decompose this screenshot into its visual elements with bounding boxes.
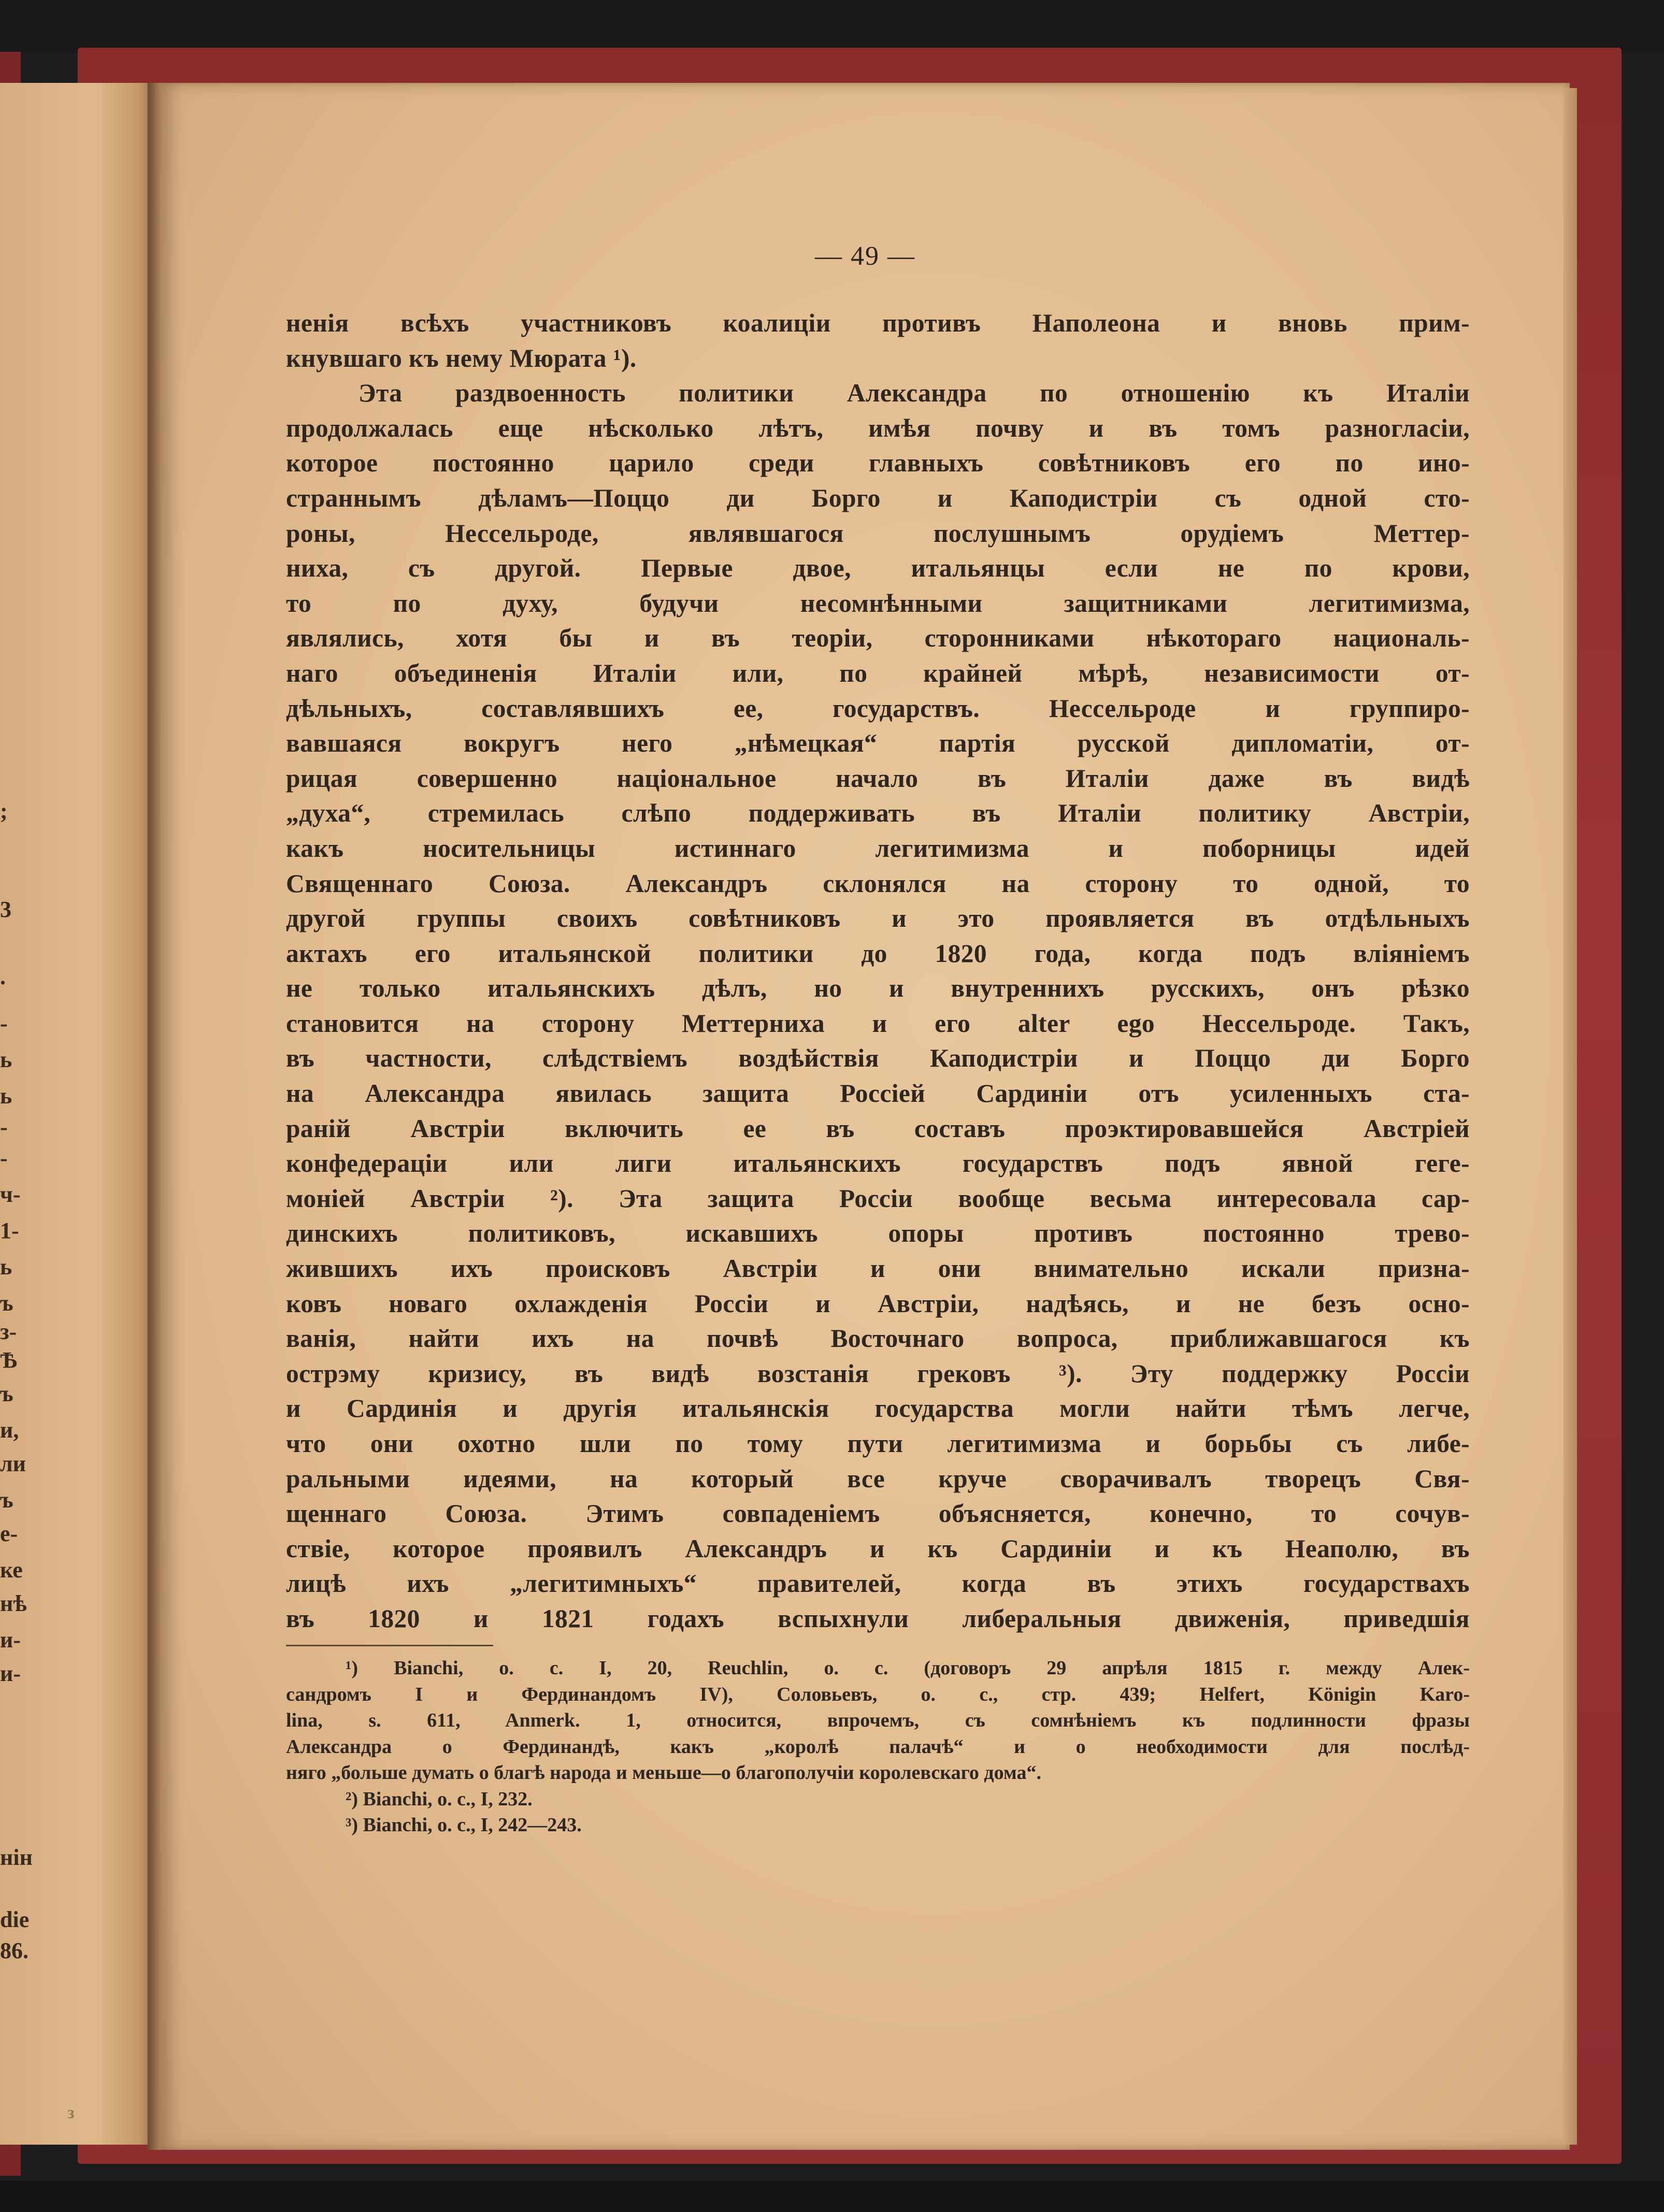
text-line: не только итальянскихъ дѣлъ, но и внутреннихъ русскихъ, онъ рѣзко <box>286 974 1470 1003</box>
text-line: вавшаяся вокругъ него „нѣмецкая“ партія русской дипломатіи, от- <box>286 729 1470 758</box>
footnote-separator <box>286 1645 493 1646</box>
text-line: Эта раздвоенность политики Александра по отношенію къ Италіи <box>358 379 1470 408</box>
left-page-fragment: и- <box>0 1661 21 1686</box>
text-line: и Сардинія и другія итальянскія государства могли найти тѣмъ легче, <box>286 1394 1470 1423</box>
text-line: ковъ новаго охлажденія Россіи и Австріи, надѣясь, и не безъ осно- <box>286 1289 1470 1318</box>
left-page-fragment: Ѣ <box>0 1347 18 1373</box>
left-page-fragment: ли <box>0 1451 26 1476</box>
left-page-fragment: ь <box>0 1047 12 1072</box>
text-line: конфедераціи или лиги итальянскихъ государствъ подъ явной геге- <box>286 1149 1470 1178</box>
text-line: актахъ его итальянской политики до 1820 года, когда подъ вліяніемъ <box>286 939 1470 968</box>
text-line: другой группы своихъ совѣтниковъ и это проявляется въ отдѣльныхъ <box>286 904 1470 933</box>
left-page-fragment: - <box>0 1114 8 1140</box>
left-page-fragment: и, <box>0 1417 19 1443</box>
left-page-fragment: ь <box>0 1083 12 1109</box>
text-line: лицѣ ихъ „легитимныхъ“ правителей, когда въ этихъ государствахъ <box>286 1569 1470 1598</box>
text-line: страннымъ дѣламъ—Поццо ди Борго и Каподистріи съ одной сто- <box>286 483 1470 512</box>
left-page-fragment: ч- <box>0 1182 21 1207</box>
left-page-fragment: нѣ <box>0 1591 27 1616</box>
book-page <box>161 83 1570 2150</box>
left-page-fragment: ; <box>0 798 8 824</box>
left-page-fragment: 86. <box>0 1938 28 1963</box>
page-number: — 49 — <box>815 241 915 271</box>
text-line: ниха, съ другой. Первые двое, итальянцы если не по крови, <box>286 554 1470 583</box>
text-line: въ 1820 и 1821 годахъ вспыхнули либеральныя движенія, приведшія <box>286 1604 1470 1633</box>
text-line: продолжалась еще нѣсколько лѣтъ, имѣя почву и въ томъ разногласіи, <box>286 413 1470 442</box>
text-line: становится на сторону Меттерниха и его alter ego Нессельроде. Такъ, <box>286 1009 1470 1038</box>
left-page-fragment: ке <box>0 1557 23 1583</box>
text-line: ствіе, которое проявилъ Александръ и къ Сардиніи и къ Неаполю, въ <box>286 1534 1470 1563</box>
footnote-line: ¹) Bianchi, o. c. I, 20, Reuchlin, o. c. (договоръ 29 апрѣля 1815 г. между Алек- <box>346 1657 1470 1679</box>
left-page-fragment: ь <box>0 1254 12 1280</box>
left-page-fragment: и- <box>0 1627 21 1653</box>
left-page-fragment: - <box>0 1145 8 1171</box>
text-line: въ частности, слѣдствіемъ воздѣйствія Каподистріи и Поццо ди Борго <box>286 1044 1470 1073</box>
left-page-fragment: нін <box>0 1845 33 1870</box>
text-line: ральными идеями, на который все круче сворачивалъ творецъ Свя- <box>286 1464 1470 1493</box>
left-page-fragment: з <box>67 2103 75 2122</box>
text-line: которое постоянно царило среди главныхъ совѣтниковъ его по ино- <box>286 449 1470 478</box>
text-line: Священнаго Союза. Александръ склонялся на сторону то одной, то <box>286 869 1470 898</box>
left-page-fragment: - <box>0 1011 8 1036</box>
text-line: рицая совершенно національное начало въ Италіи даже въ видѣ <box>286 764 1470 793</box>
text-line: кнувшаго къ нему Мюрата ¹). <box>286 343 637 372</box>
page-fore-edge <box>1563 88 1577 2145</box>
text-line: ненія всѣхъ участниковъ коалиціи противъ Наполеона и вновь прим- <box>286 309 1470 337</box>
text-line: щеннаго Союза. Этимъ совпаденіемъ объясняется, конечно, то сочув- <box>286 1499 1470 1528</box>
text-line: наго объединенія Италіи или, по крайней мѣрѣ, независимости от- <box>286 658 1470 687</box>
text-line: на Александра явилась защита Россіей Сардиніи отъ усиленныхъ ста- <box>286 1079 1470 1108</box>
background-bottom <box>0 2181 1664 2212</box>
left-page-fragment: . <box>0 964 6 989</box>
left-page-fragment: die <box>0 1907 30 1932</box>
text-line: раній Австріи включить ее въ составъ проэктировавшейся Австріей <box>286 1114 1470 1143</box>
text-line: какъ носительницы истиннаго легитимизма и поборницы идей <box>286 834 1470 863</box>
left-page-fragment: з- <box>0 1319 17 1344</box>
footnotes <box>286 1655 1470 1838</box>
footnote-line: ²) Bianchi, o. c., I, 232. <box>346 1788 533 1810</box>
text-line: являлись, хотя бы и въ теоріи, сторонниками нѣкотораго националь- <box>286 624 1470 653</box>
left-page-fragment: 3 <box>0 897 11 922</box>
text-line: роны, Нессельроде, являвшагося послушнымъ орудіемъ Меттер- <box>286 519 1470 548</box>
left-page-fragment: е- <box>0 1521 18 1546</box>
footnote-line: сандромъ I и Фердинандомъ IV), Соловьевъ, о. с., стр. 439; Helfert, Königin Karo- <box>286 1683 1470 1705</box>
left-page-edge <box>0 83 155 2145</box>
left-page-fragment: 1- <box>0 1218 19 1243</box>
text-line: дѣльныхъ, составлявшихъ ее, государствъ. Нессельроде и группиро- <box>286 694 1470 723</box>
text-line: „духа“, стремилась слѣпо поддерживать въ Италіи политику Австріи, <box>286 799 1470 828</box>
body-text <box>286 306 1470 1636</box>
text-line: что они охотно шли по тому пути легитимизма и борьбы съ либе- <box>286 1429 1470 1458</box>
footnote-line: lina, s. 611, Anmerk. 1, относится, впрочемъ, съ сомнѣніемъ къ подлинности фразы <box>286 1710 1470 1731</box>
footnote-line: няго „больше думать о благѣ народа и меньше—о благополучіи королевскаго дома“. <box>286 1762 1042 1784</box>
text-line: жившихъ ихъ происковъ Австріи и они внимательно искали призна- <box>286 1254 1470 1283</box>
text-line: динскихъ политиковъ, искавшихъ опоры противъ постоянно трево- <box>286 1219 1470 1248</box>
background-top <box>0 0 1664 52</box>
left-page-fragment: ъ <box>0 1487 13 1513</box>
text-line: острэму кризису, въ видѣ возстанія грековъ ³). Эту поддержку Россіи <box>286 1359 1470 1388</box>
text-line: ванія, найти ихъ на почвѣ Восточнаго вопроса, приближавшагося къ <box>286 1324 1470 1353</box>
left-page-fragment: ъ <box>0 1381 13 1406</box>
footnote-line: Александра о Фердинандѣ, какъ „королѣ палачѣ“ и о необходимости для послѣд- <box>286 1735 1470 1758</box>
text-line: то по духу, будучи несомнѣнными защитниками легитимизма, <box>286 588 1470 617</box>
left-page-fragment: ъ <box>0 1290 13 1316</box>
text-line: моніей Австріи ²). Эта защита Россіи вообще весьма интересовала сар- <box>286 1184 1470 1213</box>
footnote-line: ³) Bianchi, o. c., I, 242—243. <box>346 1814 582 1836</box>
